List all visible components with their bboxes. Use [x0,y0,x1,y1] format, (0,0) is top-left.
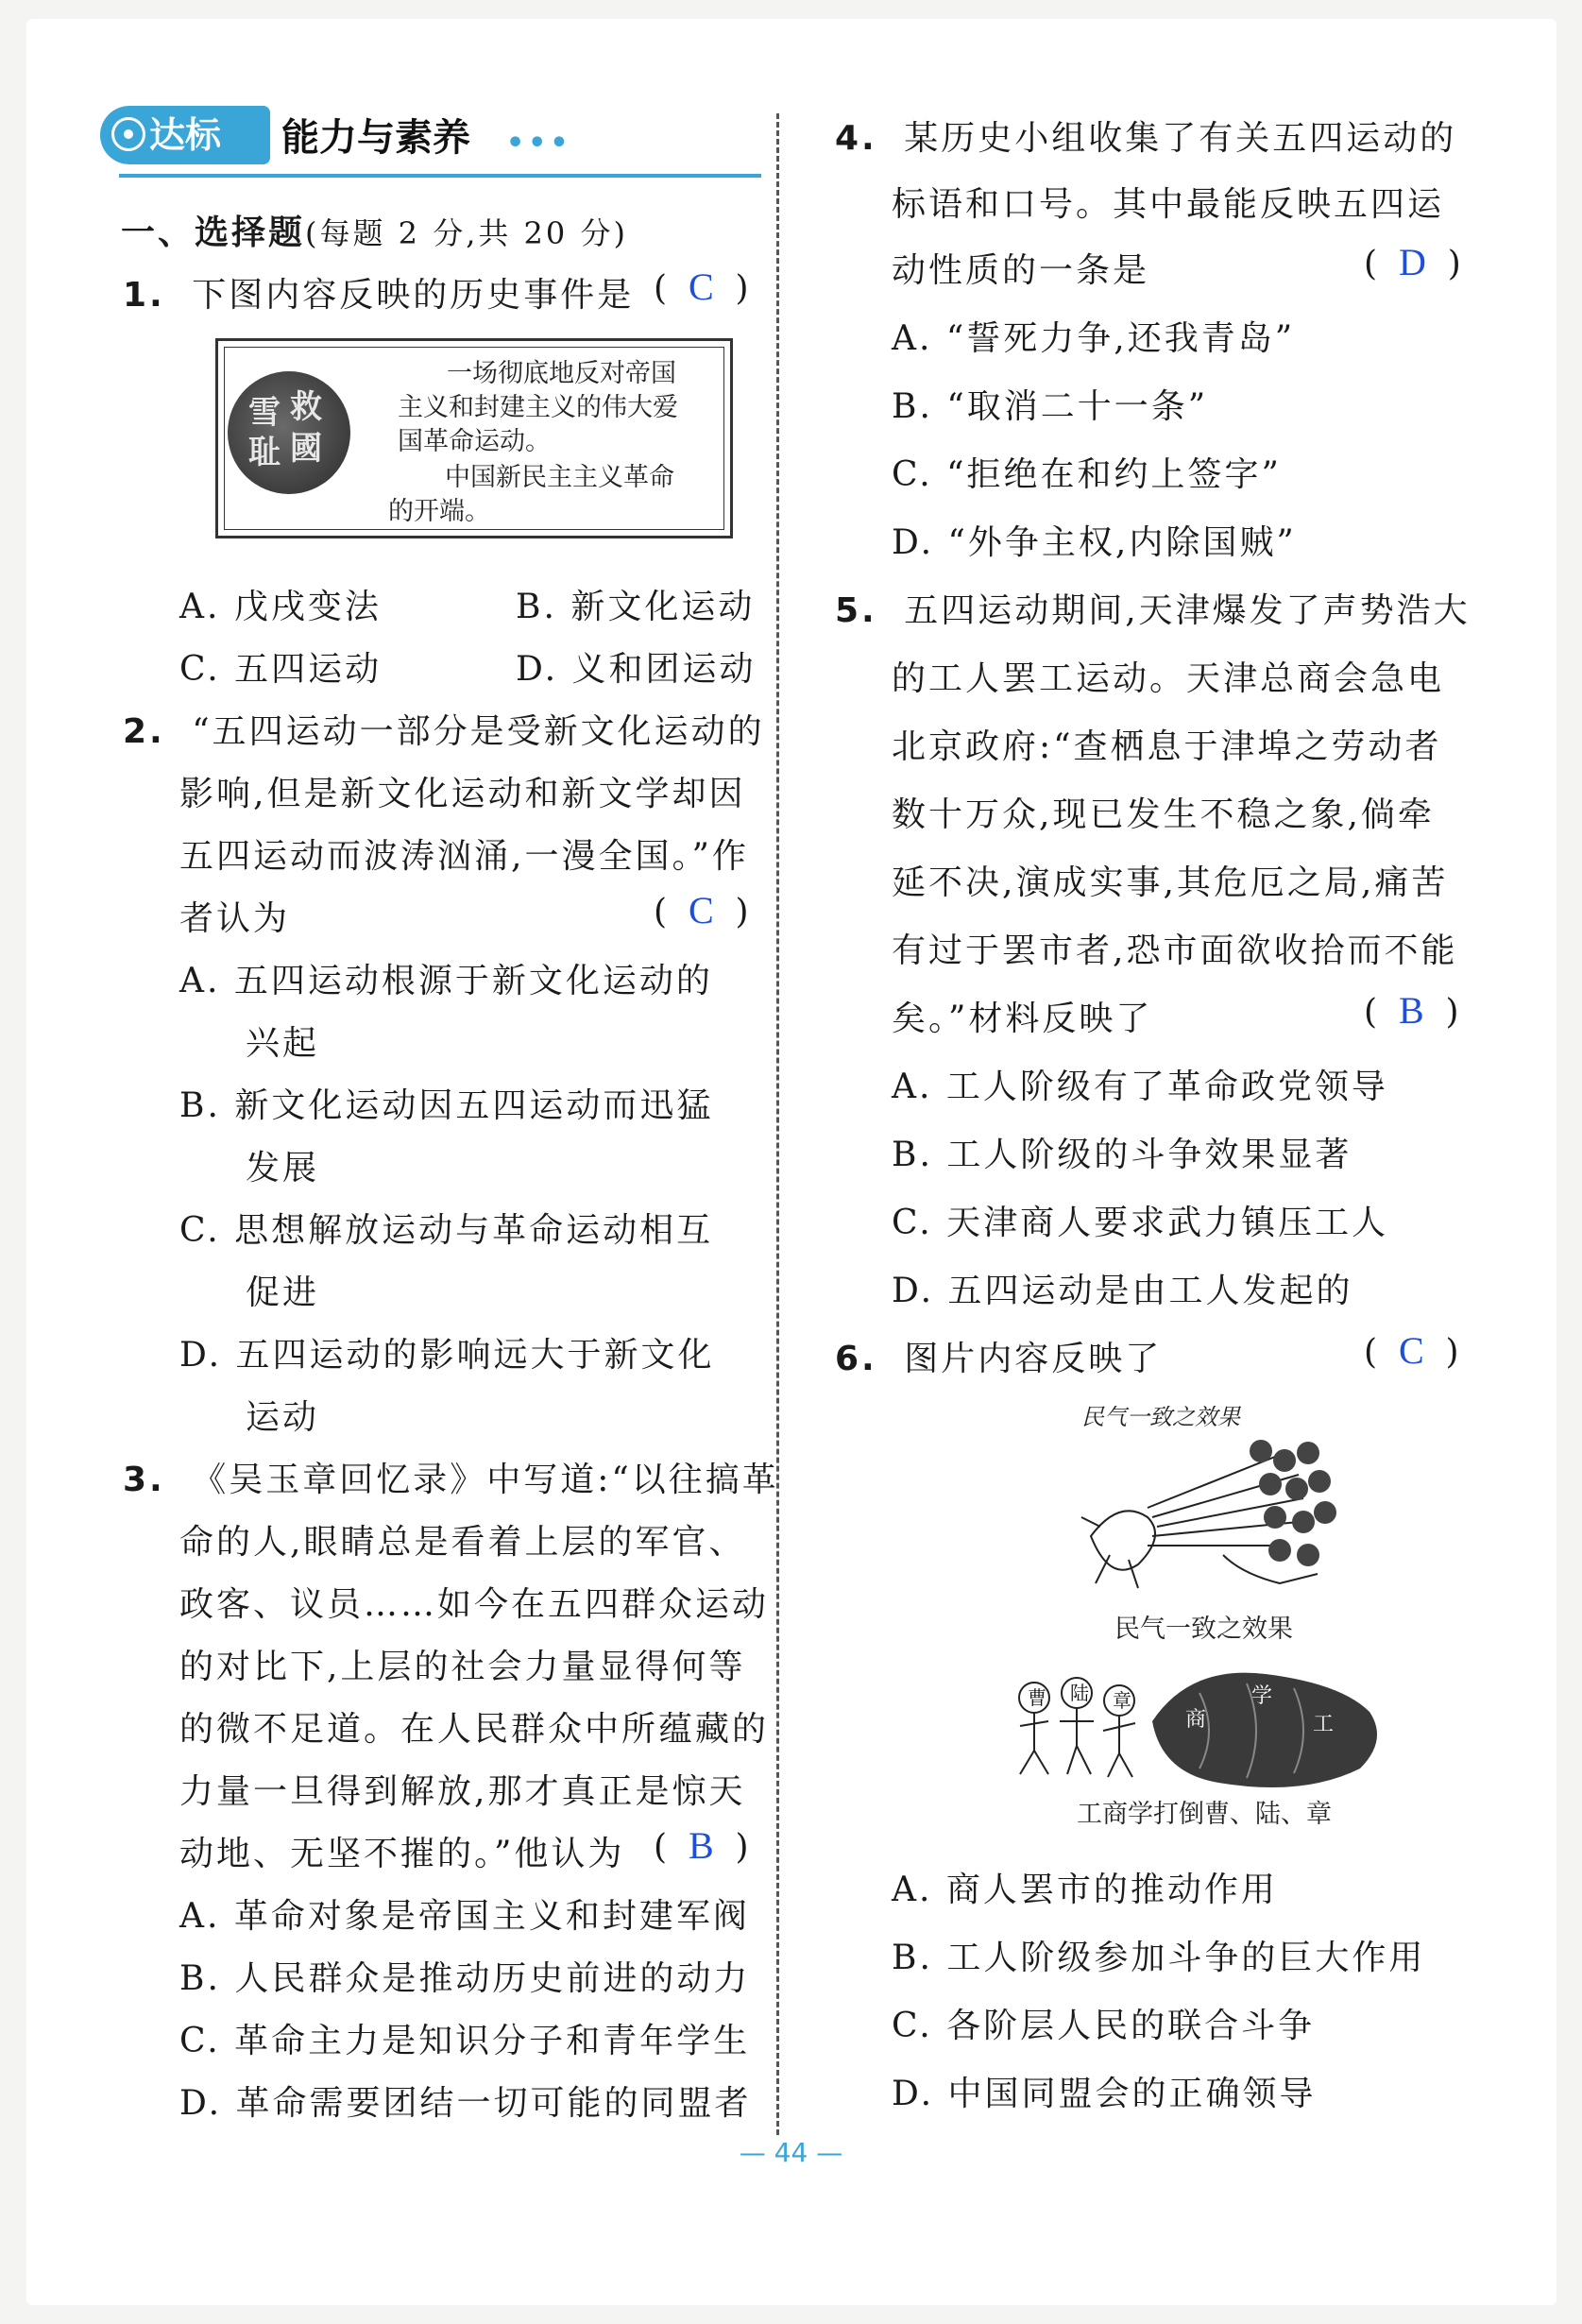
question-stem: 图片内容反映了 [904,1340,1163,1378]
option-c-cont: 促进 [246,1273,320,1312]
figure-text: 一场彻底地反对帝国 [447,359,676,388]
question-stem: 五四运动期间,天津爆发了声势浩大 [904,591,1471,630]
answer-6: C [1398,1329,1424,1372]
question-stem: “五四运动一部分是受新文化运动的 [192,712,765,751]
dots-icon: ••• [506,127,572,160]
cartoon-fist [1001,1655,1398,1787]
question-number: 2. [123,712,165,751]
question-stem: 的工人罢工运动。天津总商会急电 [892,659,1445,698]
option-d[interactable]: D. 五四运动的影响远大于新文化 [179,1336,715,1375]
option-b[interactable]: B. 工人阶级的斗争效果显著 [892,1136,1352,1174]
answer-slot-3: ( B ) [654,1824,749,1867]
question-stem: 下图内容反映的历史事件是 [192,276,635,315]
label-cao: 曹 [1028,1686,1046,1709]
section-note: (每题 2 分,共 20 分) [305,215,628,251]
question-number: 4. [835,119,877,158]
label-xue: 学 [1251,1684,1273,1708]
figure-text: 主义和封建主义的伟大爱 [398,393,678,422]
question-4 [835,111,1456,160]
figure-box-1 [215,338,733,538]
question-stem: 影响,但是新文化运动和新文学却因 [179,775,746,813]
question-number: 5. [835,591,877,630]
option-c[interactable]: C. 各阶层人民的联合斗争 [892,2007,1316,2045]
option-c[interactable]: C. 五四运动 [179,650,383,689]
option-a[interactable]: A. 戊戌变法 [179,588,382,626]
option-b[interactable]: B. “取消二十一条” [892,387,1209,426]
label-zhang: 章 [1113,1689,1131,1712]
figure-text: 中国新民主主义革命 [445,463,674,492]
option-d[interactable]: D. 中国同盟会的正确领导 [892,2075,1317,2113]
question-stem: 矣。”材料反映了 [892,1000,1153,1038]
section-header [100,106,761,181]
question-stem: 的对比下,上层的社会力量显得何等 [179,1648,746,1686]
option-b-cont: 发展 [246,1149,320,1188]
option-a[interactable]: A. “誓死力争,还我青岛” [892,319,1296,358]
option-b[interactable]: B. 人民群众是推动历史前进的动力 [179,1959,751,1998]
question-stem: 数十万众,现已发生不稳之象,倘牵 [892,795,1435,834]
column-divider [776,113,779,2135]
question-stem: 力量一旦得到解放,那才真正是惊天 [179,1772,746,1811]
label-shang: 商 [1185,1708,1207,1732]
option-b[interactable]: B. 工人阶级参加斗争的巨大作用 [892,1939,1426,1977]
answer-3: B [688,1824,714,1867]
option-c[interactable]: C. 思想解放运动与革命运动相互 [179,1211,714,1250]
question-1 [123,268,634,316]
cartoon-caption-2: 工商学打倒曹、陆、章 [1077,1800,1332,1829]
page-number: — 44 — [739,2137,843,2168]
option-a[interactable]: A. 革命对象是帝国主义和封建军阀 [179,1897,750,1936]
question-stem: 北京政府:“查栖息于津埠之劳动者 [892,727,1442,766]
cartoon-title: 民气一致之效果 [1081,1404,1240,1430]
option-d[interactable]: D. 义和团运动 [516,650,757,689]
question-3 [123,1453,779,1501]
question-stem: 标语和口号。其中最能反映五四运 [892,185,1445,224]
option-a[interactable]: A. 工人阶级有了革命政党领导 [892,1068,1388,1106]
question-stem: 动地、无坚不摧的。”他认为 [179,1835,625,1873]
question-stem: 《吴玉章回忆录》中写道:“以往搞革 [192,1461,779,1499]
badge-label: 达标 [149,114,222,156]
label-lu: 陆 [1070,1682,1089,1704]
question-5 [835,584,1471,632]
cartoon-caption-1: 民气一致之效果 [1114,1615,1293,1644]
option-d-cont: 运动 [246,1398,320,1437]
option-d[interactable]: D. 革命需要团结一切可能的同盟者 [179,2084,752,2123]
question-stem: 有过于罢市者,恐市面欲收拾而不能 [892,931,1458,970]
figure-text: 的开端。 [388,497,490,526]
question-stem: 某历史小组收集了有关五四运动的 [904,119,1457,158]
option-d[interactable]: D. “外争主权,内除国贼” [892,523,1297,562]
section-heading [121,206,628,254]
answer-2: C [688,889,714,931]
section-label: 一、选择题 [121,214,306,252]
section-title: 能力与素养 [281,116,470,160]
answer-5: B [1398,989,1424,1032]
option-c[interactable]: C. “拒绝在和约上签字” [892,455,1282,494]
answer-slot-1: ( C ) [654,265,749,308]
option-a-cont: 兴起 [246,1024,320,1063]
option-d[interactable]: D. 五四运动是由工人发起的 [892,1272,1353,1310]
figure-text: 国革命运动。 [398,427,551,456]
question-stem: 者认为 [179,899,291,938]
badge-dot-icon [111,117,145,151]
question-stem: 延不决,演成实事,其危厄之局,痛苦 [892,863,1449,902]
answer-slot-4: ( D ) [1364,241,1461,283]
label-gong: 工 [1313,1713,1335,1736]
question-stem: 政客、议员……如今在五四群众运动 [179,1585,770,1624]
option-c[interactable]: C. 革命主力是知识分子和青年学生 [179,2022,751,2060]
option-a[interactable]: A. 商人罢市的推动作用 [892,1871,1278,1909]
question-stem: 命的人,眼睛总是看着上层的军官、 [179,1523,746,1562]
question-2 [123,705,765,753]
option-c[interactable]: C. 天津商人要求武力镇压工人 [892,1204,1389,1242]
question-number: 1. [123,276,165,315]
option-b[interactable]: B. 新文化运动因五四运动而迅猛 [179,1086,714,1125]
option-a[interactable]: A. 五四运动根源于新文化运动的 [179,962,713,1000]
question-number: 3. [123,1461,165,1499]
answer-slot-6: ( C ) [1364,1329,1459,1372]
question-6 [835,1332,1162,1380]
header-underline [119,174,761,178]
answer-slot-2: ( C ) [654,889,749,931]
question-number: 6. [835,1340,877,1378]
cartoon-people-power [1072,1394,1336,1602]
coin-image: 雪 救 耻 國 [228,371,350,494]
option-b[interactable]: B. 新文化运动 [516,588,756,626]
question-stem: 动性质的一条是 [892,251,1150,290]
section-badge [100,106,270,164]
answer-slot-5: ( B ) [1364,989,1459,1032]
question-stem: 的微不足道。在人民群众中所蕴藏的 [179,1710,770,1749]
question-stem: 五四运动而波涛汹涌,一漫全国。”作 [179,837,749,876]
answer-1: C [688,265,714,308]
answer-4: D [1398,241,1426,283]
